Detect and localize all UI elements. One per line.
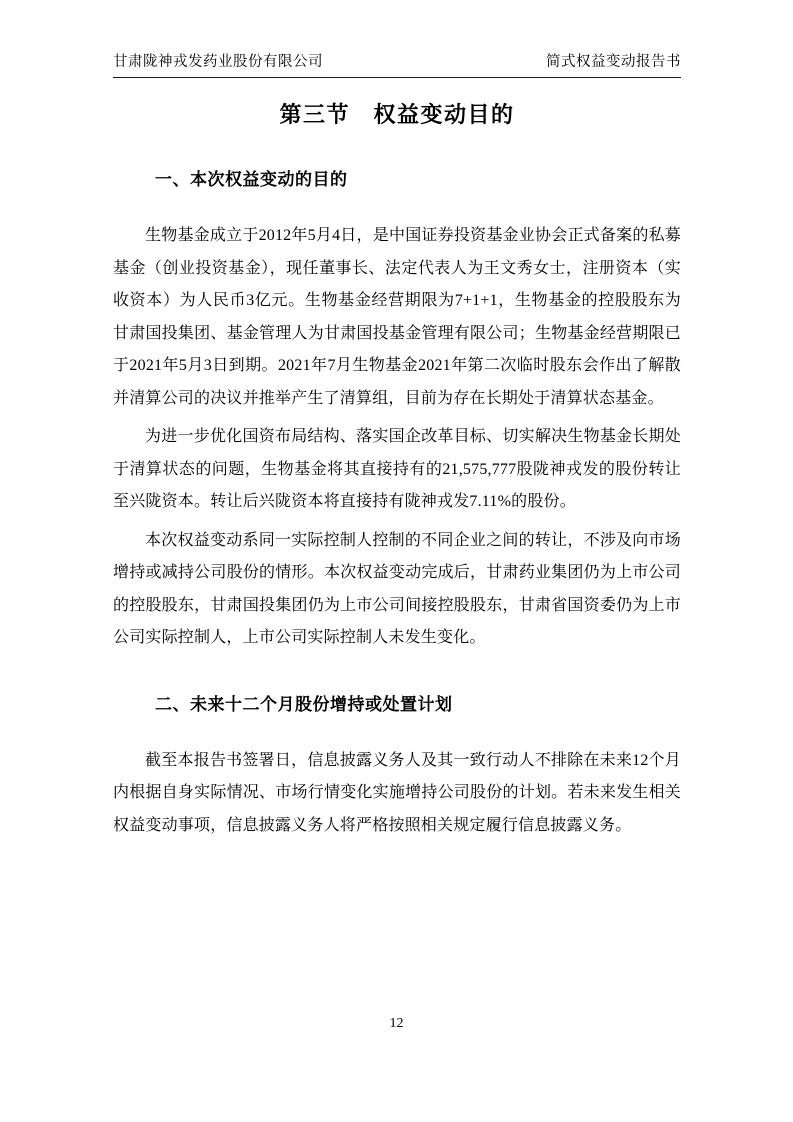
header-doc-type: 简式权益变动报告书 — [546, 54, 681, 70]
paragraph-fund-background: 生物基金成立于2012年5月4日，是中国证券投资基金业协会正式备案的私募基金（创业投资基金），现任董事长、法定代表人为王文秀女士，注册资本（实收资本）为人民币3亿元。生物基金经营期限为7+1+1，生物基金的控股股东为甘肃国投集团、基金管理人为甘肃国投基金管理有限公司；生物基金经营期限已于2021年5月3日到期。2021年7月生物基金2021年第二次临时股东会作出了解散并清算公司的决议并推举产生了清算组，目前为存在长期处于清算状态基金。 — [113, 227, 681, 407]
section-heading-2: 二、未来十二个月股份增持或处置计划 — [155, 694, 453, 714]
page-number: 12 — [389, 1016, 404, 1031]
page-header — [113, 52, 681, 78]
paragraph-transfer-purpose: 为进一步优化国资布局结构、落实国企改革目标、切实解决生物基金长期处于清算状态的问题，生物基金将其直接持有的21,575,777股陇神戎发的股份转让至兴陇资本。转让后兴陇资本将直接持有陇神戎发7.11%的股份。 — [113, 428, 681, 510]
header-company-name: 甘肃陇神戎发药业股份有限公司 — [113, 54, 323, 70]
paragraph-future-plan: 截至本报告书签署日，信息披露义务人及其一致行动人不排除在未来12个月内根据自身实际情况、市场行情变化实施增持公司股份的计划。若未来发生相关权益变动事项，信息披露义务人将严格按照相关规定履行信息披露义务。 — [113, 751, 681, 834]
paragraph-control-unchanged: 本次权益变动系同一实际控制人控制的不同企业之间的转让，不涉及向市场增持或减持公司股份的情形。本次权益变动完成后，甘肃药业集团仍为上市公司的控股股东，甘肃国投集团仍为上市公司间接控股股东，甘肃省国资委仍为上市公司实际控制人，上市公司实际控制人未发生变化。 — [113, 531, 681, 646]
chapter-title: 第三节 权益变动目的 — [279, 102, 515, 127]
section-heading-1: 一、本次权益变动的目的 — [155, 170, 348, 189]
